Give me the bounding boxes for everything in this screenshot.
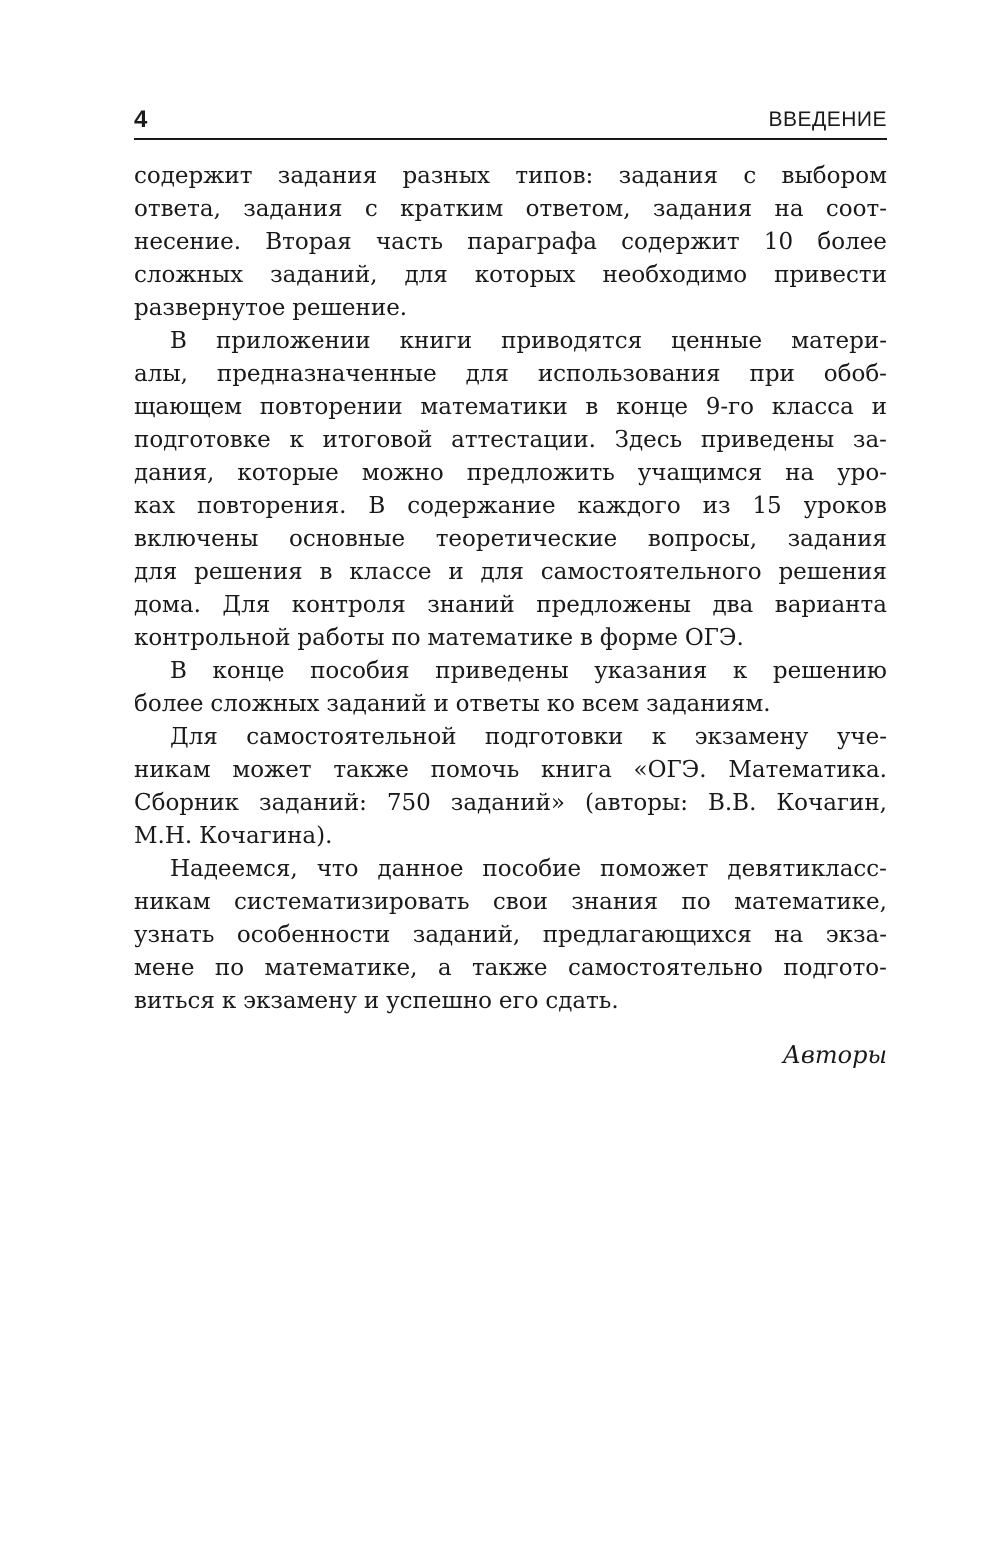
text-line: подготовке к итоговой аттестации. Здесь приведены за- — [134, 427, 887, 453]
text-line: включены основные теоретические вопросы, задания — [134, 526, 887, 552]
text-line: контрольной работы по математике в форме ОГЭ. — [134, 625, 744, 651]
text-line: Для самостоятельной подготовки к экзамену уче- — [170, 724, 887, 750]
paragraph — [134, 325, 887, 655]
paragraph — [134, 160, 887, 325]
page-number: 4 — [134, 106, 148, 133]
text-line: Сборник заданий: 750 заданий» (авторы: В.В. Кочагин, — [134, 790, 887, 816]
signature: Авторы — [782, 1041, 887, 1069]
text-line: М.Н. Кочагина). — [134, 823, 333, 849]
text-line: никам может также помочь книга «ОГЭ. Математика. — [134, 757, 887, 783]
text-line: несение. Вторая часть параграфа содержит 10 более — [134, 229, 887, 255]
text-line: ответа, задания с кратким ответом, задания на соот- — [134, 196, 887, 222]
book-page — [134, 100, 887, 1072]
running-header — [134, 100, 887, 140]
text-line: виться к экзамену и успешно его сдать. — [134, 988, 619, 1014]
text-line: развернутое решение. — [134, 295, 408, 321]
text-line: для решения в классе и для самостоятельного решения — [134, 559, 887, 585]
text-line: дания, которые можно предложить учащимся на уро- — [134, 460, 887, 486]
text-line: алы, предназначенные для использования при обоб- — [134, 361, 887, 387]
text-line: ках повторения. В содержание каждого из 15 уроков — [134, 493, 887, 519]
text-line: более сложных заданий и ответы ко всем заданиям. — [134, 691, 771, 717]
text-line: узнать особенности заданий, предлагающихся на экза- — [134, 922, 887, 948]
text-line: сложных заданий, для которых необходимо привести — [134, 262, 887, 288]
paragraph — [134, 853, 887, 1018]
text-line: Надеемся, что данное пособие поможет девятикласс- — [170, 856, 887, 882]
text-line: В конце пособия приведены указания к решению — [170, 658, 887, 684]
text-line: содержит задания разных типов: задания с выбором — [134, 163, 887, 189]
paragraph — [134, 721, 887, 853]
text-line: дома. Для контроля знаний предложены два варианта — [134, 592, 887, 618]
paragraph — [134, 655, 887, 721]
text-line: никам систематизировать свои знания по математике, — [134, 889, 887, 915]
section-title: ВВЕДЕНИЕ — [768, 108, 887, 131]
text-line: В приложении книги приводятся ценные матери- — [170, 328, 887, 354]
text-line: мене по математике, а также самостоятельно подгото- — [134, 955, 887, 981]
body-text — [134, 160, 887, 1018]
text-line: щающем повторении математики в конце 9-го класса и — [134, 394, 887, 420]
